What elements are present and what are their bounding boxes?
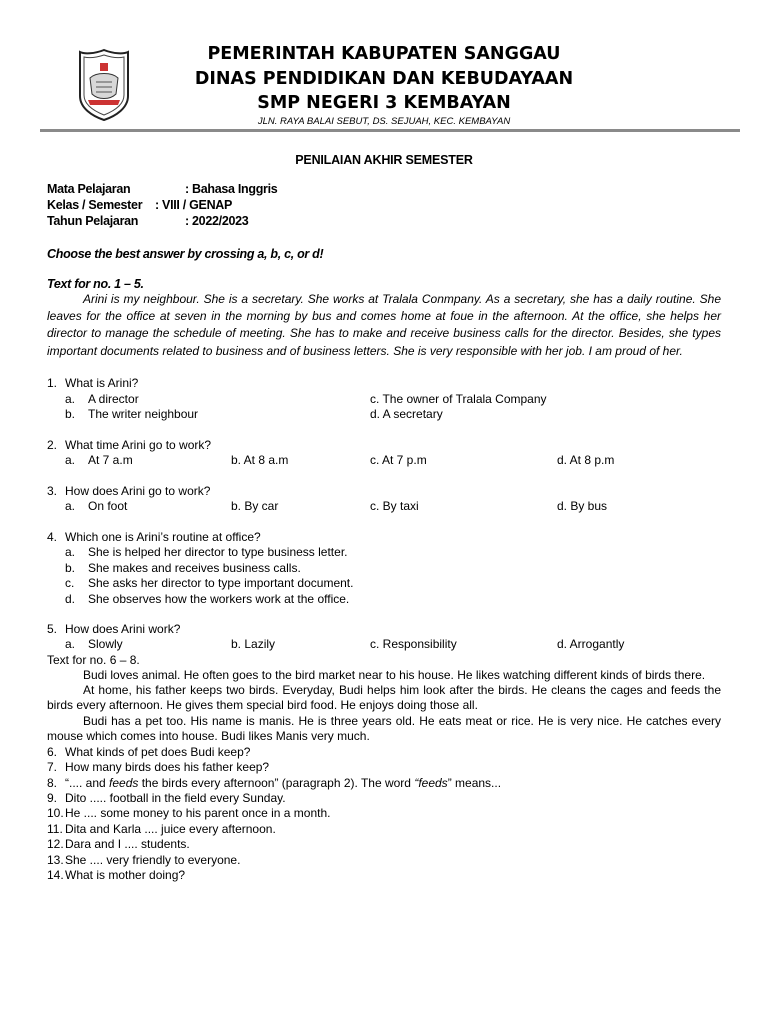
exam-title: PENILAIAN AKHIR SEMESTER xyxy=(295,153,473,167)
question-8-number: 8. xyxy=(47,776,58,790)
header-divider xyxy=(40,129,740,132)
question-13-text: She .... very friendly to everyone. xyxy=(65,853,241,867)
question-14-text: What is mother doing? xyxy=(65,868,186,882)
question-6-text: What kinds of pet does Budi keep? xyxy=(65,745,251,759)
q3-option-a: On foot xyxy=(88,499,128,513)
question-7-text: How many birds does his father keep? xyxy=(65,760,270,774)
q2-option-a: At 7 a.m xyxy=(88,453,133,467)
header-line-2: DINAS PENDIDIKAN DAN KEBUDAYAAN xyxy=(194,69,574,89)
q8-em-feeds-quoted: “feeds xyxy=(414,776,448,790)
class-value: : VIII / GENAP xyxy=(155,198,233,212)
question-3-number: 3. xyxy=(47,484,58,498)
question-11-number: 11. xyxy=(47,822,63,836)
subject-label: Mata Pelajaran xyxy=(47,182,131,196)
question-9-text: Dito ..... football in the field every Sunday. xyxy=(65,791,286,805)
q8-pre: “.... and xyxy=(65,776,110,790)
question-4-text: Which one is Arini’s routine at office? xyxy=(65,530,261,544)
question-10-text: He .... some money to his parent once in a month. xyxy=(65,806,331,820)
question-5-text: How does Arini work? xyxy=(65,622,181,636)
q5-option-c: c. Responsibility xyxy=(370,637,457,651)
q1-option-a: A director xyxy=(88,392,139,406)
q4-option-b-letter: b. xyxy=(65,561,76,575)
text1-body xyxy=(47,291,721,360)
q2-option-c: c. At 7 p.m xyxy=(370,453,427,467)
text2-paragraph-1 xyxy=(47,668,721,683)
header-address: JLN. RAYA BALAI SEBUT, DS. SEJUAH, KEC. KEMBAYAN xyxy=(257,116,511,127)
q8-mid: the birds every afternoon” (paragraph 2). The word xyxy=(138,776,415,790)
question-1-number: 1. xyxy=(47,376,58,390)
q4-option-d-letter: d. xyxy=(65,592,76,606)
text1-body-text: Arini is my neighbour. She is a secretary. She works at Tralala Conmpany. As a secretary, she has a daily routine. She leaves for the office at seven in the morning by bus and comes home at foue in the afternoon. At the office, she helps her director to manage the schedule of meeting. She has to make and receive business calls for the director. Besides, she types important documents related to business and of business letters. She is very responsible with her job. I am proud of her. xyxy=(47,292,721,358)
question-9-number: 9. xyxy=(47,791,58,805)
q8-em-feeds: feeds xyxy=(109,776,139,790)
q3-option-d: d. By bus xyxy=(557,499,608,513)
question-10-number: 10. xyxy=(47,806,64,820)
q1-option-d: d. A secretary xyxy=(370,407,443,421)
year-label: Tahun Pelajaran xyxy=(47,214,139,228)
q2-option-d: d. At 8 p.m xyxy=(557,453,615,467)
question-8-text xyxy=(65,776,501,790)
question-2-text: What time Arini go to work? xyxy=(65,438,212,452)
q2-option-b: b. At 8 a.m xyxy=(231,453,289,467)
q3-option-b: b. By car xyxy=(231,499,279,513)
question-12-number: 12. xyxy=(47,837,64,851)
q5-option-a-letter: a. xyxy=(65,637,76,651)
question-3-text: How does Arini go to work? xyxy=(65,484,211,498)
question-14-number: 14. xyxy=(47,868,64,882)
question-7-number: 7. xyxy=(47,760,58,774)
header-line-1: PEMERINTAH KABUPATEN SANGGAU xyxy=(207,44,561,64)
question-5-number: 5. xyxy=(47,622,58,636)
q4-option-c-letter: c. xyxy=(65,576,75,590)
question-1-text: What is Arini? xyxy=(65,376,139,390)
question-2-number: 2. xyxy=(47,438,58,452)
question-13-number: 13. xyxy=(47,853,64,867)
class-label: Kelas / Semester xyxy=(47,198,143,212)
instruction: Choose the best answer by crossing a, b, c, or d! xyxy=(47,247,324,261)
q1-option-b-letter: b. xyxy=(65,407,76,421)
header-line-3: SMP NEGERI 3 KEMBAYAN xyxy=(257,93,511,113)
subject-value: : Bahasa Inggris xyxy=(185,182,278,196)
q3-option-c: c. By taxi xyxy=(370,499,419,513)
q8-post: ” means... xyxy=(447,776,502,790)
text2-p1-text: Budi loves animal. He often goes to the bird market near to his house. He likes watching different kinds of birds there. xyxy=(83,668,706,682)
q4-option-a-letter: a. xyxy=(65,545,76,559)
question-4-number: 4. xyxy=(47,530,58,544)
q1-option-c: c. The owner of Tralala Company xyxy=(370,392,547,406)
question-6-number: 6. xyxy=(47,745,58,759)
text2-p3-text: Budi has a pet too. His name is manis. He is three years old. He eats meat or rice. He is very nice. He catches every mouse which comes into house. Budi likes Manis very much. xyxy=(47,714,721,744)
q5-option-d: d. Arrogantly xyxy=(557,637,625,651)
year-value: : 2022/2023 xyxy=(185,214,249,228)
text2-heading: Text for no. 6 – 8. xyxy=(47,653,140,667)
question-11-text: Dita and Karla .... juice every afternoon. xyxy=(65,822,276,836)
q4-option-a: She is helped her director to type business letter. xyxy=(88,545,348,559)
q4-option-d: She observes how the workers work at the office. xyxy=(88,592,350,606)
q1-option-a-letter: a. xyxy=(65,392,76,406)
text2-paragraph-2 xyxy=(47,683,721,714)
q1-option-b: The writer neighbour xyxy=(88,407,199,421)
q4-option-b: She makes and receives business calls. xyxy=(88,561,301,575)
text2-paragraph-3 xyxy=(47,714,721,745)
text2-p2-text: At home, his father keeps two birds. Everyday, Budi helps him look after the birds. He cleans the cages and feeds the birds every afternoon. He gives them special bird food. He enjoys doing those all. xyxy=(47,683,721,713)
q2-option-a-letter: a. xyxy=(65,453,76,467)
q4-option-c: She asks her director to type important document. xyxy=(88,576,354,590)
q5-option-a: Slowly xyxy=(88,637,123,651)
q3-option-a-letter: a. xyxy=(65,499,76,513)
text1-heading: Text for no. 1 – 5. xyxy=(47,277,144,291)
q5-option-b: b. Lazily xyxy=(231,637,276,651)
question-12-text: Dara and I .... students. xyxy=(65,837,190,851)
